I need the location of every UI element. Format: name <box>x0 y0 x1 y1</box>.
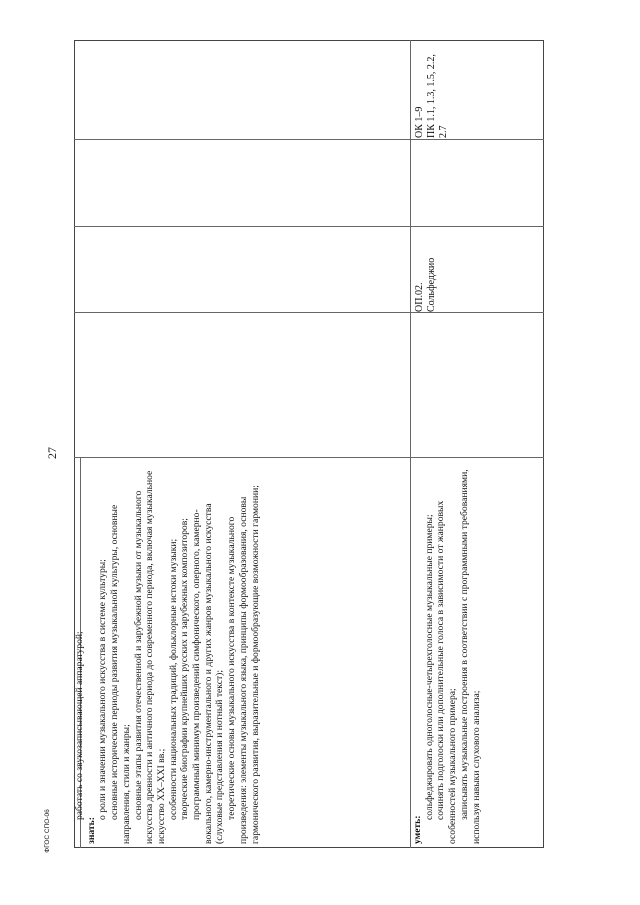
rotated-table-page <box>74 40 544 848</box>
competency-professional: ПК 1.1, 1.3, 1.5, 2.2, 2.7 <box>426 54 449 138</box>
section-label-can: уметь: <box>412 815 423 844</box>
text-line: программный минимум произведений симфонического, оперного, камерно-вокального, камерно-инструментального и других жанров музыкального искусства (слуховые представления и нотный текст); <box>191 503 226 844</box>
column-divider-3 <box>74 226 544 227</box>
content-cell-part1 <box>74 462 261 844</box>
footer-code: ФГОС СПО-06 <box>44 809 51 853</box>
text-line: творческие биографии крупнейших русских и зарубежных композиторов; <box>179 518 191 820</box>
discipline-cell <box>414 228 438 312</box>
text-line: основные исторические периоды развития музыкальной культуры, основные направления, стили и жанры; <box>109 504 132 844</box>
discipline-name: ОП.02. Сольфеджио <box>414 257 437 312</box>
column-divider-discipline <box>74 312 544 313</box>
content-cell-part2 <box>412 462 482 844</box>
text-line: записывать музыкальные построения в соответствии с программными требованиями, используя навыки слухового анализа; <box>458 469 482 844</box>
page-number: 27 <box>45 447 59 459</box>
text-line: особенности национальных традиций, фольклорные истоки музыки; <box>167 538 179 820</box>
text-line: теоретические основы музыкального искусства в контексте музыкального произведения: элементы музыкального языка, принципы формообразования, основы гармонического развития, выразительные и формообразующие возможности гармонии; <box>226 485 261 844</box>
text-line: основные этапы развития отечественной и зарубежной музыки от музыкального искусства древности и античного периода до современного периода, включая музыкальное искусство XX–XXI вв.; <box>132 470 167 844</box>
column-divider-content <box>74 457 544 458</box>
text-line: работать со звукозаписывающей аппаратурой; <box>74 631 85 820</box>
text-line: о роли и значении музыкального искусства в системе культуры; <box>97 559 109 820</box>
column-divider-4 <box>74 139 544 140</box>
row-divider <box>410 40 411 848</box>
text-line: сочинять подголоски или дополнительные голоса в зависимости от жанровых особенностей музыкального примера; <box>435 500 459 844</box>
text-line: сольфеджировать одноголосные-четырехголосные музыкальные примеры; <box>423 514 435 820</box>
competencies-cell <box>414 44 450 138</box>
section-label-know: знать: <box>85 817 97 844</box>
competency-general: ОК 1–9 <box>414 106 425 138</box>
